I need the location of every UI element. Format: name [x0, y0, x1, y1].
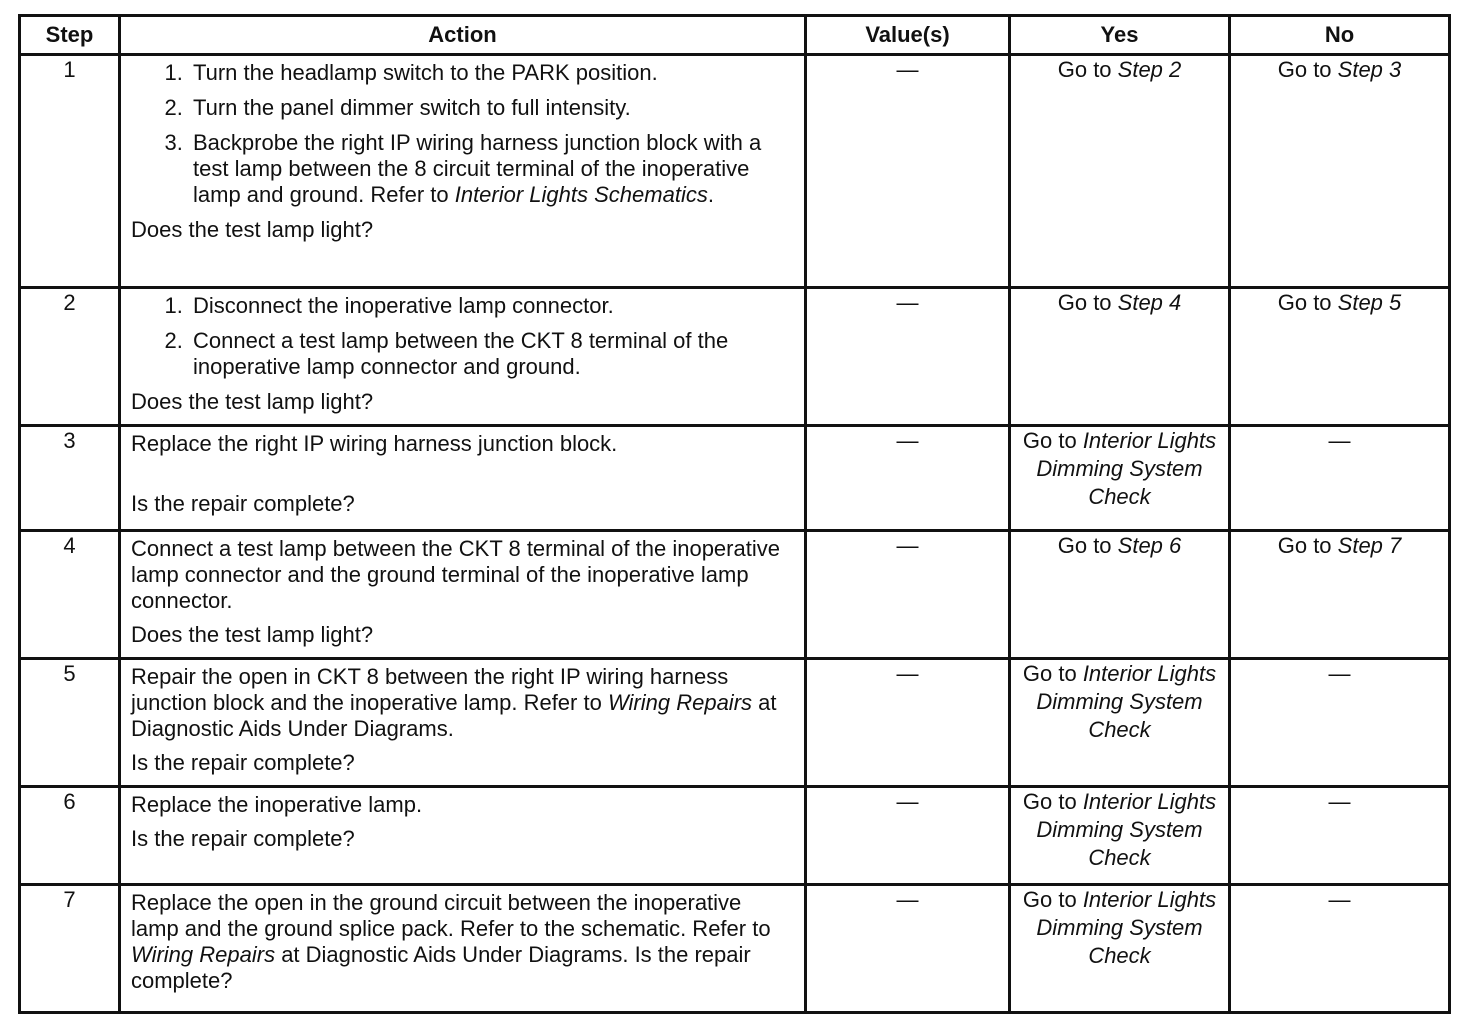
- action-item: [189, 130, 794, 208]
- question: Is the repair complete?: [131, 491, 355, 516]
- no-cell: [1230, 55, 1450, 288]
- goto-label: Go to: [1022, 789, 1083, 814]
- action-cell: [120, 288, 806, 426]
- action-item-end: .: [707, 182, 714, 207]
- action-steps: [131, 293, 794, 380]
- goto-label: Go to: [1277, 290, 1338, 315]
- table-row: [20, 531, 1450, 659]
- yes-cell: [1010, 531, 1230, 659]
- no-cell: [1230, 659, 1450, 787]
- dash: —: [896, 887, 919, 912]
- question: Does the test lamp light?: [131, 217, 374, 242]
- question: Is the repair complete?: [131, 826, 355, 851]
- no-cell: [1230, 885, 1450, 1013]
- action-text-end: at Diagnostic Aids Under Diagrams.: [131, 690, 777, 741]
- step-number: 2: [20, 288, 120, 426]
- reference-link: Wiring Repairs: [131, 942, 276, 967]
- value-cell: [806, 288, 1010, 426]
- goto-label: Go to: [1022, 428, 1083, 453]
- goto-label: Go to: [1022, 887, 1083, 912]
- action-text-end: at Diagnostic Aids Under Diagrams. Is the repair complete?: [131, 942, 751, 993]
- dash: —: [896, 789, 919, 814]
- action-item: 1. Turn the headlamp switch to the PARK position.: [189, 60, 794, 86]
- dash: —: [1328, 789, 1351, 814]
- goto-check-link: Interior Lights Dimming System Check: [1036, 428, 1217, 509]
- dash: —: [1328, 428, 1351, 453]
- action-cell: [120, 885, 806, 1013]
- table-row: [20, 787, 1450, 885]
- goto-label: Go to: [1022, 661, 1083, 686]
- dash: —: [1328, 887, 1351, 912]
- goto-check-link: Interior Lights Dimming System Check: [1036, 661, 1217, 742]
- value-cell: [806, 531, 1010, 659]
- no-cell: [1230, 531, 1450, 659]
- value-cell: [806, 426, 1010, 531]
- table-row: [20, 659, 1450, 787]
- step-number: 5: [20, 659, 120, 787]
- goto-step-link: Step 2: [1117, 57, 1182, 82]
- dash: —: [896, 57, 919, 82]
- action-cell: [120, 55, 806, 288]
- step-number: 1: [20, 55, 120, 288]
- table-row: [20, 885, 1450, 1013]
- action-cell: [120, 659, 806, 787]
- value-cell: [806, 787, 1010, 885]
- goto-check-link: Interior Lights Dimming System Check: [1036, 887, 1217, 968]
- action-item-text: Backprobe the right IP wiring harness junction block with a test lamp between the 8 circuit terminal of the inoperative lamp and ground. Refer to: [193, 130, 762, 207]
- question: Does the test lamp light?: [131, 622, 374, 647]
- action-text-start: Repair the open in CKT 8 between the right IP wiring harness junction block and the inoperative lamp. Refer to: [131, 664, 729, 715]
- action-text-start: Replace the open in the ground circuit between the inoperative lamp and the ground splice pack. Refer to the schematic. Refer to: [131, 890, 771, 941]
- action-item: 2. Connect a test lamp between the CKT 8 terminal of the inoperative lamp connector and ground.: [189, 328, 794, 380]
- yes-cell: [1010, 659, 1230, 787]
- yes-cell: [1010, 55, 1230, 288]
- table-row: [20, 55, 1450, 288]
- no-cell: [1230, 787, 1450, 885]
- action-cell: [120, 531, 806, 659]
- dash: —: [896, 428, 919, 453]
- goto-label: Go to: [1057, 533, 1118, 558]
- yes-cell: [1010, 288, 1230, 426]
- header-step: Step: [20, 16, 120, 55]
- yes-cell: [1010, 426, 1230, 531]
- reference-link: Interior Lights Schematics: [454, 182, 708, 207]
- goto-label: Go to: [1057, 290, 1118, 315]
- goto-step-link: Step 4: [1117, 290, 1182, 315]
- goto-step-link: Step 6: [1117, 533, 1182, 558]
- action-cell: [120, 426, 806, 531]
- action-steps: [131, 60, 794, 208]
- action-text: Replace the right IP wiring harness junction block.: [131, 431, 618, 456]
- yes-cell: [1010, 885, 1230, 1013]
- value-cell: [806, 885, 1010, 1013]
- header-action: Action: [120, 16, 806, 55]
- action-text: [131, 890, 794, 994]
- no-cell: [1230, 288, 1450, 426]
- value-cell: [806, 659, 1010, 787]
- no-cell: [1230, 426, 1450, 531]
- header-yes: Yes: [1010, 16, 1230, 55]
- value-cell: [806, 55, 1010, 288]
- goto-label: Go to: [1277, 533, 1338, 558]
- step-number: 4: [20, 531, 120, 659]
- dash: —: [896, 290, 919, 315]
- question: Does the test lamp light?: [131, 389, 374, 414]
- dash: —: [896, 533, 919, 558]
- table-row: [20, 288, 1450, 426]
- header-values: Value(s): [806, 16, 1010, 55]
- action-text: Replace the inoperative lamp.: [131, 792, 423, 817]
- header-no: No: [1230, 16, 1450, 55]
- header-row: [20, 16, 1450, 55]
- action-item: 1. Disconnect the inoperative lamp connector.: [189, 293, 794, 319]
- goto-label: Go to: [1057, 57, 1118, 82]
- step-number: 7: [20, 885, 120, 1013]
- yes-cell: [1010, 787, 1230, 885]
- goto-step-link: Step 3: [1337, 57, 1402, 82]
- dash: —: [1328, 661, 1351, 686]
- goto-step-link: Step 7: [1337, 533, 1402, 558]
- diagnostic-table: [18, 14, 1451, 1014]
- reference-link: Wiring Repairs: [607, 690, 753, 715]
- action-cell: [120, 787, 806, 885]
- dash: —: [896, 661, 919, 686]
- step-number: 6: [20, 787, 120, 885]
- action-text: [131, 664, 794, 742]
- goto-check-link: Interior Lights Dimming System Check: [1036, 789, 1217, 870]
- step-number: 3: [20, 426, 120, 531]
- table-row: [20, 426, 1450, 531]
- question: Is the repair complete?: [131, 750, 355, 775]
- goto-step-link: Step 5: [1337, 290, 1402, 315]
- action-text: Connect a test lamp between the CKT 8 terminal of the inoperative lamp connector and the ground terminal of the inoperative lamp connector.: [131, 536, 780, 613]
- goto-label: Go to: [1277, 57, 1338, 82]
- action-item: 2. Turn the panel dimmer switch to full intensity.: [189, 95, 794, 121]
